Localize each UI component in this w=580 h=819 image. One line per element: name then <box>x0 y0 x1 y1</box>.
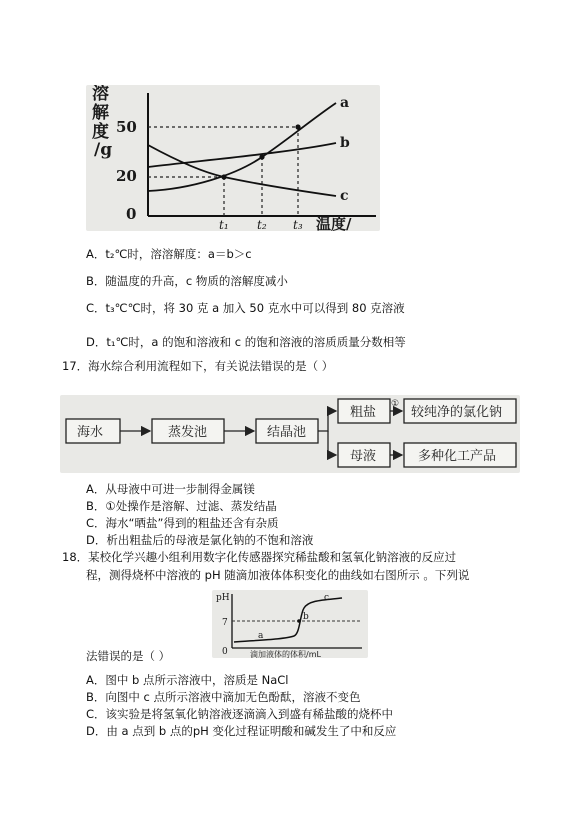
q18-stem-line2: 程，测得烧杯中溶液的 pH 随滴加液体体积变化的曲线如右图所示 。下列说 <box>86 568 470 582</box>
ph-chart <box>212 590 368 658</box>
xtick-t3: t₃ <box>293 218 303 231</box>
arrow-4 <box>328 431 336 455</box>
ph-point-b <box>297 619 301 623</box>
ylabel-1: 溶 <box>92 85 109 104</box>
q16-option-b: B．随温度的升高，c 物质的溶解度减小 <box>86 274 288 288</box>
label-chemical-products: 多种化工产品 <box>418 449 497 464</box>
point-t2 <box>259 154 264 159</box>
flowchart-svg <box>60 395 520 473</box>
series-a-label: a <box>340 95 350 111</box>
q17-option-a: A．从母液中可进一步制得金属镁 <box>86 482 255 496</box>
q18-option-d: D．由 a 点到 b 点的pH 变化过程证明酸和碱发生了中和反应 <box>86 724 397 738</box>
q17-option-d: D．析出粗盐后的母液是氯化钠的不饱和溶液 <box>86 533 314 547</box>
point-t3 <box>295 124 300 129</box>
ph-label-c: c <box>324 593 330 603</box>
ph-ylabel: pH <box>216 593 230 603</box>
series-b-label: b <box>340 135 350 151</box>
label-crude-salt: 粗盐 <box>350 405 377 420</box>
ph-curve <box>234 598 342 642</box>
ph-ytick-7: 7 <box>222 618 228 628</box>
q18-option-c: C．该实验是将氢氧化钠溶液逐滴滴入到盛有稀盐酸的烧杯中 <box>86 707 394 721</box>
solubility-chart <box>86 85 380 231</box>
ylabel-4: /g <box>94 140 113 160</box>
ph-label-a: a <box>258 631 264 641</box>
q17-option-c: C．海水“晒盐”得到的粗盐还含有杂质 <box>86 516 279 530</box>
series-c-label: c <box>340 188 349 204</box>
label-crystallization-pool: 结晶池 <box>267 425 307 440</box>
xtick-t2: t₂ <box>257 218 267 231</box>
ph-xlabel: 滴加液体的体积/mL <box>250 650 321 658</box>
q18-stem-line3: 法错误的是（ ） <box>86 649 171 663</box>
solubility-chart-svg <box>86 85 380 231</box>
curve-b <box>148 143 336 167</box>
q16-option-c: C．t₃℃℃时，将 30 克 a 加入 50 克水中可以得到 80 克溶液 <box>86 301 405 315</box>
q18-option-a: A．图中 b 点所示溶液中，溶质是 NaCl <box>86 673 289 687</box>
label-evaporation-pool: 蒸发池 <box>168 425 208 440</box>
q16-option-d: D．t₁℃时，a 的饱和溶液和 c 的饱和溶液的溶质质量分数相等 <box>86 335 406 349</box>
ph-chart-svg <box>212 590 368 658</box>
label-mother-liquor: 母液 <box>350 449 377 464</box>
xtick-t1: t₁ <box>219 218 229 231</box>
point-t1 <box>221 174 226 179</box>
arrow-3 <box>318 411 336 431</box>
q18-stem-line1: 18．某校化学兴趣小组利用数字化传感器探究稀盐酸和氢氧化钠溶液的反应过 <box>62 550 457 564</box>
ytick-20: 20 <box>116 167 137 185</box>
q17-option-b: B．①处操作是溶解、过滤、蒸发结晶 <box>86 499 277 513</box>
seawater-flowchart <box>60 395 520 473</box>
ytick-50: 50 <box>116 118 137 136</box>
q16-option-a: A．t₂℃时，溶溶解度：a＝b＞c <box>86 247 252 261</box>
ph-origin: 0 <box>222 647 228 657</box>
ylabel-3: 度 <box>92 122 109 142</box>
label-pure-nacl: 较纯净的氯化钠 <box>411 405 503 420</box>
q18-option-b: B．向图中 c 点所示溶液中滴加无色酚酞，溶液不变色 <box>86 690 361 704</box>
q17-stem: 17．海水综合利用流程如下，有关说法错误的是（ ） <box>62 359 334 373</box>
ylabel-2: 解 <box>92 103 109 123</box>
label-step-1: ① <box>391 399 400 409</box>
xlabel: 温度/ <box>316 215 352 231</box>
ph-label-b: b <box>303 612 309 622</box>
ytick-0: 0 <box>126 205 137 223</box>
label-seawater: 海水 <box>77 425 104 440</box>
